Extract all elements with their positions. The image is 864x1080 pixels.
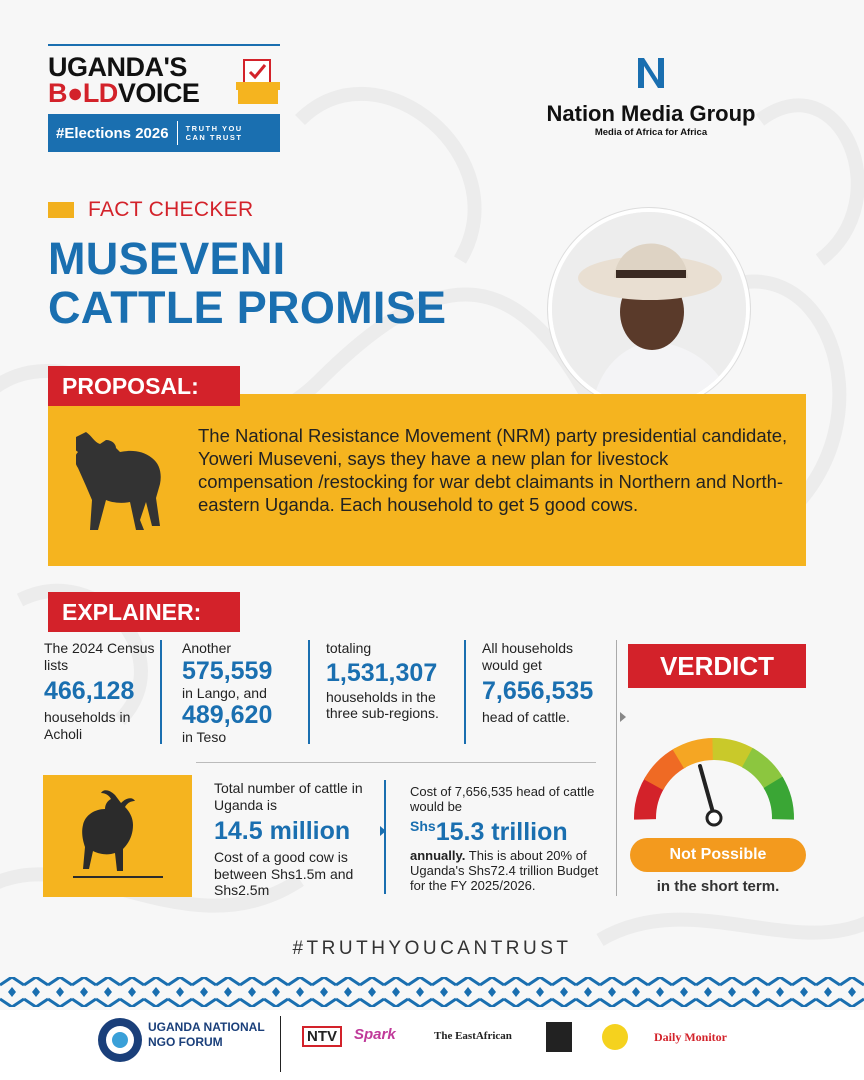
- total-number: 1,531,307: [326, 658, 438, 687]
- explainer-col-acholi: [44, 640, 156, 742]
- lango-number: 575,559: [182, 656, 273, 685]
- logo-ld: LD: [82, 78, 118, 108]
- acholi-post: households in Acholi: [44, 709, 131, 742]
- cost-amount: [410, 818, 610, 846]
- verdict-arrow: [620, 712, 626, 722]
- bull-image-box: [43, 775, 192, 897]
- candidate-portrait: [548, 208, 750, 410]
- elections-tag: #Elections 2026: [56, 124, 169, 142]
- gauge-segments: [634, 738, 794, 820]
- portrait-illustration: [552, 212, 746, 406]
- truth-you-can-trust: [186, 124, 243, 142]
- cattle-number: 14.5 million: [214, 817, 351, 845]
- cost-post: [410, 848, 610, 893]
- footer-separator: [280, 1016, 281, 1072]
- ballot-box-icon: [234, 58, 282, 106]
- ngo-forum-emblem-icon: [96, 1016, 144, 1064]
- bull-icon: [76, 422, 166, 532]
- teso-post: in Teso: [182, 729, 227, 745]
- cattle-post: Cost of a good cow is between Shs1.5m and Shs2.5m: [214, 849, 354, 898]
- acholi-pre: The 2024 Census lists: [44, 640, 155, 673]
- explainer-hline: [196, 762, 596, 763]
- gauge-needle: [700, 766, 714, 816]
- cost-pre: Cost of 7,656,535 head of cattle would be: [410, 784, 595, 814]
- elections-bar: [48, 114, 280, 152]
- verdict-note: in the short term.: [656, 878, 780, 895]
- fact-checker-label: FACT CHECKER: [88, 198, 254, 221]
- nation-media-group-logo: [536, 54, 766, 138]
- needed-pre: All households would get: [482, 640, 574, 673]
- fact-checker-heading: [48, 198, 253, 222]
- proposal-box: [48, 394, 806, 566]
- explainer-uganda-cattle: [214, 780, 378, 899]
- explainer-label: EXPLAINER:: [48, 592, 240, 632]
- divider-3: [464, 640, 466, 744]
- needed-post: head of cattle.: [482, 709, 570, 725]
- verdict-gauge: [634, 730, 810, 830]
- explainer-col-total: [326, 640, 456, 722]
- ngo-line1: UGANDA NATIONAL: [148, 1020, 265, 1034]
- logo-b: B: [48, 78, 67, 108]
- divider-4: [384, 780, 386, 894]
- proposal-text: The National Resistance Movement (NRM) party presidential candidate, Yoweri Museveni, says they have a new plan for livestock compensation /restocking for war debt claimants in Northern and North-eastern Uganda. Each household to get 5 good cows.: [198, 425, 788, 515]
- logo-o: ●: [67, 78, 83, 108]
- acholi-number: 466,128: [44, 677, 135, 705]
- cost-post-bold: annually.: [410, 848, 466, 863]
- cost-number: 15.3 trillion: [435, 818, 568, 846]
- total-post: households in the three sub-regions.: [326, 688, 439, 721]
- ngo-forum-name: [148, 1020, 265, 1050]
- cost-arrow: [380, 826, 386, 836]
- radio-station-logo: [546, 1022, 572, 1052]
- headline-line1: MUSEVENI: [48, 233, 286, 284]
- nmg-name: Nation Media Group: [546, 101, 756, 126]
- explainer-col-lango-teso: [182, 640, 304, 746]
- divider-2: [308, 640, 310, 744]
- lango-mid: in Lango, and: [182, 684, 267, 701]
- elections-separator: [177, 121, 178, 145]
- ntv-logo: NTV: [302, 1026, 342, 1047]
- nmg-icon: [632, 54, 670, 92]
- daily-monitor-logo: Daily Monitor: [654, 1030, 727, 1044]
- hashtag: #TRUTHYOUCANTRUST: [292, 938, 572, 959]
- divider-1: [160, 640, 162, 744]
- logo-voice: VOICE: [117, 78, 200, 108]
- verdict-label: VERDICT: [628, 644, 806, 688]
- proposal-label: PROPOSAL:: [48, 366, 240, 406]
- ugandas-bold-voice-logo: [48, 44, 284, 152]
- total-pre: totaling: [326, 640, 372, 656]
- footer: [0, 1010, 864, 1080]
- lango-pre: Another: [182, 640, 232, 656]
- ngo-line2: NGO FORUM: [148, 1035, 223, 1049]
- spark-logo: Spark: [354, 1026, 396, 1043]
- gauge-pivot: [707, 811, 721, 825]
- teso-number: 489,620: [182, 701, 273, 729]
- cost-post-text: This is about 20% of Uganda's Shs72.4 trillion Budget for the FY 2025/2026.: [410, 848, 599, 893]
- radio-kfm-logo: [602, 1024, 628, 1050]
- headline: [48, 234, 446, 332]
- truth-line1: TRUTH YOU: [185, 124, 243, 133]
- fact-checker-marker: [48, 202, 74, 218]
- logo-top-line: [48, 44, 280, 46]
- explainer-col-cattle-needed: [482, 640, 608, 726]
- east-african-logo: The EastAfrican: [434, 1030, 512, 1042]
- cattle-pre: Total number of cattle in Uganda is: [214, 780, 363, 813]
- cost-currency: Shs: [410, 818, 436, 834]
- decorative-pattern-band: [0, 977, 864, 1007]
- verdict-result-badge: Not Possible: [630, 838, 806, 872]
- headline-line2: CATTLE PROMISE: [48, 282, 447, 333]
- needed-number: 7,656,535: [482, 677, 594, 705]
- verdict-divider: [616, 640, 617, 896]
- nmg-tagline: Media of Africa for Africa: [594, 127, 708, 138]
- explainer-cost: [410, 784, 610, 893]
- bull-sketch-icon: [43, 775, 192, 897]
- logo-line1: UGANDA'S: [48, 52, 187, 82]
- truth-line2: CAN TRUST: [185, 133, 243, 142]
